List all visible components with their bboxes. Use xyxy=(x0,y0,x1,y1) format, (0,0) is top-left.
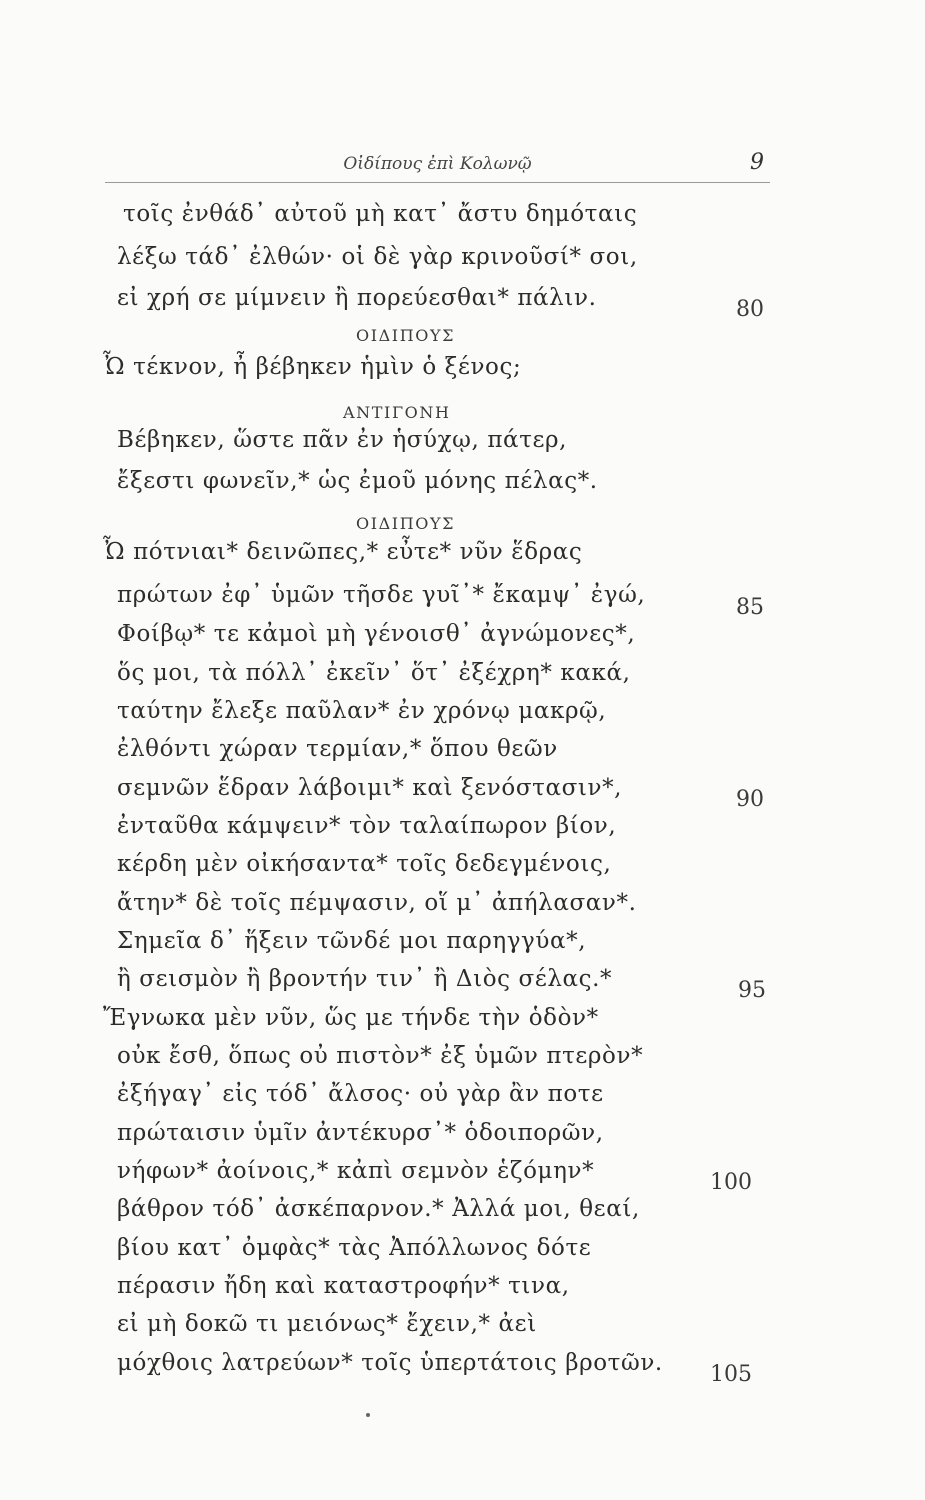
verse-line: σεμνῶν ἕδραν λάβοιμι* καὶ ξενόστασιν*, xyxy=(117,775,623,801)
verse-line: τοῖς ἐνθάδ᾽ αὐτοῦ μὴ κατ᾽ ἄστυ δημόταις xyxy=(123,201,638,227)
verse-line: ἢ σεισμὸν ἢ βροντήν τιν᾽ ἢ Διὸς σέλας.* xyxy=(117,966,613,992)
verse-line: βάθρον τόδ᾽ ἀσκέπαρνον.* Ἀλλά μοι, θεαί, xyxy=(117,1196,640,1222)
line-number: 85 xyxy=(736,595,764,620)
verse-line: ἐλθόντι χώραν τερμίαν,* ὅπου θεῶν xyxy=(117,736,558,762)
verse-line: Φοίβῳ* τε κἀμοὶ μὴ γένοισθ᾽ ἀγνώμονες*, xyxy=(117,621,636,647)
line-number: 80 xyxy=(736,297,764,322)
verse-line: ἐνταῦθα κάμψειν* τὸν ταλαίπωρον βίον, xyxy=(117,813,617,839)
print-speck xyxy=(366,1413,370,1417)
verse-line: Ὦ τέκνον, ἦ βέβηκεν ἡμὶν ὁ ξένος; xyxy=(103,354,522,380)
line-number: 100 xyxy=(710,1170,752,1195)
verse-line: ἐξήγαγ᾽ εἰς τόδ᾽ ἄλσος· οὐ γὰρ ἂν ποτε xyxy=(117,1081,604,1107)
line-number: 95 xyxy=(738,978,766,1003)
verse-line: Σημεῖα δ᾽ ἥξειν τῶνδέ μοι παρηγγύα*, xyxy=(117,928,587,954)
verse-line: βίου κατ᾽ ὀμφὰς* τὰς Ἀπόλλωνος δότε xyxy=(117,1235,592,1261)
verse-line: κέρδη μὲν οἰκήσαντα* τοῖς δεδεγμένοις, xyxy=(117,851,612,877)
verse-line: πέρασιν ἤδη καὶ καταστροφήν* τινα, xyxy=(117,1273,570,1299)
verse-line: πρώταισιν ὑμῖν ἀντέκυρσ᾽* ὁδοιπορῶν, xyxy=(117,1120,604,1146)
verse-line: εἰ χρή σε μίμνειν ἢ πορεύεσθαι* πάλιν. xyxy=(117,285,597,311)
running-head xyxy=(105,148,770,183)
verse-line: μόχθοις λατρεύων* τοῖς ὑπερτάτοις βροτῶν. xyxy=(117,1350,663,1376)
verse-line: ταύτην ἔλεξε παῦλαν* ἐν χρόνῳ μακρῷ, xyxy=(117,698,607,724)
verse-line: ἔξεστι φωνεῖν,* ὡς ἐμοῦ μόνης πέλας*. xyxy=(117,468,598,494)
verse-line: νήφων* ἀοίνοις,* κἀπὶ σεμνὸν ἑζόμην* xyxy=(117,1158,595,1184)
line-number: 90 xyxy=(736,787,764,812)
verse-line: εἰ μὴ δοκῶ τι μειόνως* ἔχειν,* ἀεὶ xyxy=(117,1311,537,1337)
page-number: 9 xyxy=(750,150,764,175)
verse-line: λέξω τάδ᾽ ἐλθών· οἱ δὲ γὰρ κρινοῦσί* σοι, xyxy=(117,244,638,270)
verse-line: Ὦ πότνιαι* δεινῶπες,* εὖτε* νῦν ἕδρας xyxy=(103,539,583,565)
verse-line: οὐκ ἔσθ, ὅπως οὐ πιστὸν* ἐξ ὑμῶν πτερὸν* xyxy=(117,1043,644,1069)
speaker-name: ΟΙΔΙΠΟΥΣ xyxy=(356,514,456,533)
verse-line: ἄτην* δὲ τοῖς πέμψασιν, οἵ μ᾽ ἀπήλασαν*. xyxy=(117,890,637,916)
running-head-title: Οἰδίπους ἐπὶ Κολωνῷ xyxy=(343,154,532,174)
verse-line: Βέβηκεν, ὥστε πᾶν ἐν ἡσύχῳ, πάτερ, xyxy=(117,427,568,453)
verse-line: ὅς μοι, τὰ πόλλ᾽ ἐκεῖν᾽ ὅτ᾽ ἐξέχρη* κακά, xyxy=(117,660,631,686)
verse-line: πρώτων ἐφ᾽ ὑμῶν τῆσδε γυῖ᾽* ἔκαμψ᾽ ἐγώ, xyxy=(117,582,646,608)
verse-line: Ἔγνωκα μὲν νῦν, ὥς με τήνδε τὴν ὁδὸν* xyxy=(103,1005,599,1031)
line-number: 105 xyxy=(710,1362,752,1387)
speaker-name: ΟΙΔΙΠΟΥΣ xyxy=(356,326,456,345)
speaker-name: ΑΝΤΙΓΟΝΗ xyxy=(343,403,451,422)
